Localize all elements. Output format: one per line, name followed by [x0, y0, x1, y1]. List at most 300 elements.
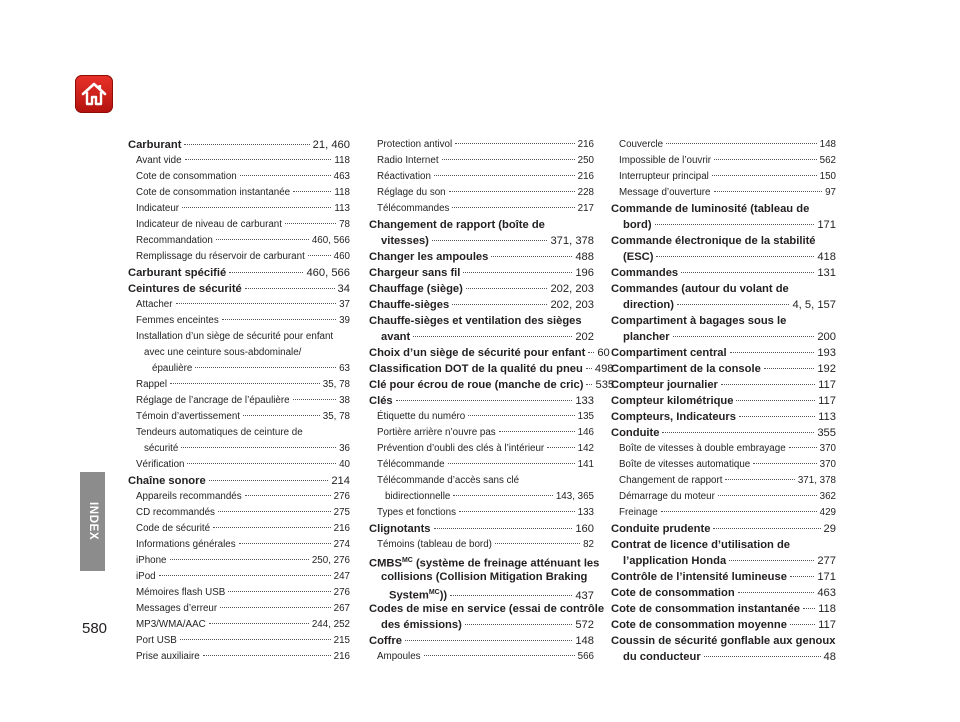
page-reference: 133: [575, 395, 594, 407]
page-reference: 535: [595, 379, 615, 391]
page-number: 580: [82, 620, 108, 637]
index-term: Commande de luminosité (tableau de: [611, 203, 810, 215]
page-reference: 133: [577, 507, 594, 518]
page-reference: 216: [577, 171, 594, 182]
page-reference: 40: [339, 459, 350, 470]
index-term: Contrôle de l’intensité lumineuse: [611, 571, 787, 583]
index-entry[interactable]: [128, 473, 350, 489]
page-reference: 143, 365: [555, 491, 594, 502]
index-term-line: [611, 313, 836, 329]
index-entry[interactable]: [128, 441, 350, 457]
index-entry[interactable]: [611, 185, 836, 201]
index-entry[interactable]: [128, 569, 350, 585]
dot-leader: [180, 639, 331, 640]
index-entry[interactable]: [611, 345, 836, 361]
index-term: Messages d’erreur: [136, 603, 218, 614]
dot-leader: [203, 655, 331, 656]
index-entry[interactable]: [128, 249, 350, 265]
index-entry[interactable]: [128, 313, 350, 329]
index-term-line: [128, 329, 350, 345]
dot-leader: [216, 239, 309, 240]
index-entry[interactable]: [369, 297, 594, 313]
page-reference: 215: [333, 635, 350, 646]
page-reference: 82: [583, 539, 594, 550]
index-entry[interactable]: [611, 585, 836, 601]
dot-leader: [588, 352, 594, 353]
index-term: Tendeurs automatiques de ceinture de: [136, 427, 303, 438]
index-term: Attacher: [136, 299, 173, 310]
page-reference: 267: [333, 603, 350, 614]
index-term: avec une ceinture sous-abdominale/: [144, 347, 302, 358]
page-reference: 277: [817, 555, 836, 567]
index-entry[interactable]: [611, 409, 836, 425]
dot-leader: [170, 383, 320, 384]
index-term: épaulière: [152, 363, 193, 374]
page-reference: 370: [819, 443, 836, 454]
index-entry[interactable]: [369, 457, 594, 473]
dot-leader: [308, 255, 331, 256]
index-term: Changer les ampoules: [369, 251, 489, 263]
index-term: iPhone: [136, 555, 167, 566]
index-entry[interactable]: [369, 361, 614, 377]
index-entry[interactable]: [128, 601, 350, 617]
index-entry[interactable]: [128, 153, 350, 169]
dot-leader: [434, 175, 575, 176]
dot-leader: [176, 303, 337, 304]
dot-leader: [213, 527, 331, 528]
page-reference: 36: [339, 443, 350, 454]
dot-leader: [209, 480, 329, 481]
dot-leader: [465, 624, 572, 625]
index-term: Changement de rapport: [619, 475, 723, 486]
page-reference: 60: [597, 347, 610, 359]
index-term: Prévention d’oubli des clés à l’intérieur: [377, 443, 545, 454]
page-reference: 148: [575, 635, 594, 647]
index-entry[interactable]: [369, 377, 615, 393]
page-reference: 118: [334, 187, 350, 198]
page-reference: 250, 276: [311, 555, 350, 566]
index-entry[interactable]: [128, 457, 350, 473]
index-entry[interactable]: [369, 489, 594, 505]
dot-leader: [448, 463, 575, 464]
index-entry[interactable]: [369, 393, 594, 409]
page-reference: 370: [819, 459, 836, 470]
page-reference: 4, 5, 157: [792, 299, 836, 311]
index-term: Choix d’un siège de sécurité pour enfant: [369, 347, 586, 359]
index-term: Impossible de l’ouvrir: [619, 155, 712, 166]
dot-leader: [764, 368, 815, 369]
page-reference: 160: [575, 523, 594, 535]
index-term: plancher: [623, 331, 670, 343]
dot-leader: [243, 415, 320, 416]
index-term: Recommandation: [136, 235, 213, 246]
index-term: Contrat de licence d’utilisation de: [611, 539, 791, 551]
index-term: Installation d’un siège de sécurité pour enfant: [136, 331, 334, 342]
index-term: Télécommande d’accès sans clé: [377, 475, 520, 486]
index-term: Carburant spécifié: [128, 267, 227, 279]
index-term: Cote de consommation instantanée: [136, 187, 291, 198]
page-reference: 463: [333, 171, 350, 182]
index-term: Clé pour écrou de roue (manche de cric): [369, 379, 584, 391]
index-term: Prise auxiliaire: [136, 651, 200, 662]
index-entry[interactable]: [611, 217, 836, 233]
index-term: Chauffe-sièges et ventilation des sièges: [369, 315, 582, 327]
index-entry[interactable]: [369, 537, 594, 553]
page-reference: 244, 252: [311, 619, 350, 630]
page-reference: 117: [818, 619, 836, 631]
dot-leader: [185, 159, 332, 160]
index-term: Protection antivol: [377, 139, 453, 150]
index-term: Compteurs, Indicateurs: [611, 411, 736, 423]
index-entry[interactable]: [128, 185, 350, 201]
page-reference: 276: [333, 587, 350, 598]
index-term: Témoins (tableau de bord): [377, 539, 492, 550]
dot-leader: [655, 224, 815, 225]
dot-leader: [240, 175, 331, 176]
index-term: Ampoules: [377, 651, 421, 662]
dot-leader: [228, 591, 330, 592]
trademark-superscript: MC: [428, 589, 440, 596]
index-term: Conduite: [611, 427, 660, 439]
index-entry[interactable]: [369, 441, 594, 457]
index-term: Coffre: [369, 635, 402, 647]
index-entry[interactable]: [369, 201, 594, 217]
index-term: Avant vide: [136, 155, 182, 166]
dot-leader: [159, 575, 331, 576]
index-entry[interactable]: [611, 249, 836, 265]
index-entry[interactable]: [369, 649, 594, 665]
index-entry[interactable]: [369, 633, 594, 649]
index-entry[interactable]: [611, 425, 836, 441]
index-entry[interactable]: [611, 265, 836, 281]
page-reference: 202, 203: [550, 283, 594, 295]
index-entry[interactable]: [128, 361, 350, 377]
index-entry[interactable]: [128, 585, 350, 601]
page-reference: 118: [334, 155, 350, 166]
dot-leader: [468, 415, 574, 416]
index-term: Cote de consommation moyenne: [611, 619, 787, 631]
dot-leader: [293, 191, 331, 192]
index-entry[interactable]: [611, 393, 836, 409]
page-reference: 418: [817, 251, 836, 263]
index-side-tab[interactable]: [80, 472, 105, 571]
page-reference: 34: [337, 283, 350, 295]
dot-leader: [239, 543, 331, 544]
page-reference: 460: [333, 251, 350, 262]
page-reference: 118: [818, 603, 836, 615]
index-entry[interactable]: [611, 569, 836, 585]
house-icon: [80, 80, 108, 108]
index-term: Compartiment central: [611, 347, 727, 359]
index-term-rest: (système de freinage atténuant les: [412, 557, 600, 570]
dot-leader: [495, 543, 580, 544]
index-term: Témoin d’avertissement: [136, 411, 240, 422]
dot-leader: [432, 240, 548, 241]
index-term: Portière arrière n’ouvre pas: [377, 427, 496, 438]
dot-leader: [449, 191, 575, 192]
index-entry[interactable]: [611, 169, 836, 185]
index-term: Changement de rapport (boîte de: [369, 219, 545, 231]
dot-leader: [547, 447, 574, 448]
index-entry[interactable]: [369, 249, 594, 265]
page-reference: 192: [817, 363, 836, 375]
index-entry[interactable]: [128, 489, 350, 505]
page-reference: 437: [575, 589, 594, 602]
index-term: Indicateur: [136, 203, 180, 214]
index-entry[interactable]: [611, 329, 836, 345]
index-entry[interactable]: [128, 553, 350, 569]
page-reference: 131: [817, 267, 836, 279]
index-entry[interactable]: [128, 169, 350, 185]
index-term: Freinage: [619, 507, 658, 518]
index-term-line: [611, 537, 836, 553]
index-entry[interactable]: [611, 473, 836, 489]
dot-leader: [712, 175, 817, 176]
index-term: Types et fonctions: [377, 507, 456, 518]
index-term: Compartiment à bagages sous le: [611, 315, 787, 327]
index-term: Chaîne sonore: [128, 475, 206, 487]
index-entry[interactable]: [611, 137, 836, 153]
index-entry[interactable]: [369, 521, 594, 537]
dot-leader: [681, 272, 814, 273]
page-reference: 171: [817, 219, 836, 231]
page-reference: 216: [333, 523, 350, 534]
home-icon[interactable]: [75, 75, 113, 113]
page-reference: 216: [333, 651, 350, 662]
index-entry[interactable]: [369, 169, 594, 185]
dot-leader: [195, 367, 336, 368]
index-entry[interactable]: [128, 617, 350, 633]
index-term: Code de sécurité: [136, 523, 211, 534]
dot-leader: [184, 144, 309, 145]
page-reference: 202, 203: [550, 299, 594, 311]
index-entry[interactable]: [611, 377, 836, 393]
index-entry[interactable]: [611, 617, 836, 633]
page-reference: 566: [577, 651, 594, 662]
index-entry[interactable]: [369, 281, 594, 297]
page-reference: 202: [575, 331, 594, 343]
index-term-line: [611, 233, 836, 249]
index-entry[interactable]: [128, 265, 350, 281]
page-reference: 142: [577, 443, 594, 454]
dot-leader: [714, 191, 823, 192]
page-reference: 150: [819, 171, 836, 182]
page-reference: 217: [577, 203, 594, 214]
index-term: Informations générales: [136, 539, 236, 550]
index-column-2: [369, 137, 615, 665]
dot-leader: [729, 560, 814, 561]
dot-leader: [739, 416, 815, 417]
dot-leader: [245, 495, 331, 496]
index-entry[interactable]: [369, 233, 594, 249]
index-term: Réactivation: [377, 171, 431, 182]
dot-leader: [704, 656, 821, 657]
index-term: Message d’ouverture: [619, 187, 711, 198]
index-term: Boîte de vitesses à double embrayage: [619, 443, 786, 454]
dot-leader: [452, 207, 574, 208]
index-entry[interactable]: [611, 441, 836, 457]
index-entry[interactable]: [128, 521, 350, 537]
index-term: Compartiment de la console: [611, 363, 761, 375]
page-reference: 113: [334, 203, 350, 214]
index-entry[interactable]: [128, 281, 350, 297]
index-entry[interactable]: [611, 489, 836, 505]
index-term: MP3/WMA/AAC: [136, 619, 206, 630]
index-entry[interactable]: [369, 617, 594, 633]
index-entry[interactable]: [128, 297, 350, 313]
dot-leader: [182, 207, 331, 208]
index-entry[interactable]: [128, 633, 350, 649]
index-entry[interactable]: [128, 649, 350, 665]
index-entry[interactable]: [128, 201, 350, 217]
dot-leader: [218, 511, 331, 512]
dot-leader: [491, 256, 572, 257]
page-reference: 274: [333, 539, 350, 550]
index-entry[interactable]: [128, 393, 350, 409]
dot-leader: [450, 595, 572, 596]
index-term-line: [369, 473, 594, 489]
index-term-line: [369, 569, 594, 585]
dot-leader: [181, 447, 336, 448]
index-entry[interactable]: [611, 649, 836, 665]
page-reference: 228: [577, 187, 594, 198]
dot-leader: [293, 399, 337, 400]
index-term: Boîte de vitesses automatique: [619, 459, 751, 470]
index-term: Compteur kilométrique: [611, 395, 734, 407]
dot-leader: [718, 495, 817, 496]
index-term: Indicateur de niveau de carburant: [136, 219, 282, 230]
page-reference: 117: [818, 395, 836, 407]
index-term: bidirectionnelle: [385, 491, 451, 502]
index-entry[interactable]: [369, 153, 594, 169]
index-term: Chauffage (siège): [369, 283, 463, 295]
index-term: Conduite prudente: [611, 523, 711, 535]
dot-leader: [413, 336, 572, 337]
index-term-line: [611, 201, 836, 217]
dot-leader: [586, 368, 592, 369]
page-reference: 214: [331, 475, 350, 487]
page-reference: 97: [825, 187, 836, 198]
index-entry[interactable]: [369, 425, 594, 441]
index-entry[interactable]: [611, 553, 836, 569]
index-term: Chargeur sans fil: [369, 267, 461, 279]
index-term: Commandes: [611, 267, 679, 279]
index-entry[interactable]: [369, 329, 594, 345]
page-reference: 250: [577, 155, 594, 166]
page-reference: 35, 78: [322, 411, 350, 422]
page-reference: 276: [333, 491, 350, 502]
index-term: Rappel: [136, 379, 168, 390]
index-term-line: [369, 217, 594, 233]
index-entry[interactable]: [369, 409, 594, 425]
index-term: Ceintures de sécurité: [128, 283, 242, 295]
index-term: Compteur journalier: [611, 379, 718, 391]
dot-leader: [662, 432, 814, 433]
dot-leader: [666, 143, 817, 144]
dot-leader: [738, 592, 815, 593]
dot-leader: [714, 159, 817, 160]
dot-leader: [405, 640, 572, 641]
dot-leader: [209, 623, 309, 624]
page-reference: 48: [823, 651, 836, 663]
dot-leader: [803, 608, 815, 609]
dot-leader: [713, 528, 820, 529]
dot-leader: [222, 319, 336, 320]
index-entry[interactable]: [611, 505, 836, 521]
index-entry[interactable]: [128, 137, 350, 153]
index-term: Port USB: [136, 635, 177, 646]
page-reference: 362: [819, 491, 836, 502]
dot-leader: [220, 607, 331, 608]
index-entry[interactable]: [611, 521, 836, 537]
page-reference: 38: [339, 395, 350, 406]
index-entry[interactable]: [128, 505, 350, 521]
index-term: Commandes (autour du volant de: [611, 283, 789, 295]
page-reference: 78: [339, 219, 350, 230]
index-term: CMBS: [369, 557, 402, 570]
page-reference: 21, 460: [312, 139, 350, 151]
page-reference: 171: [817, 571, 836, 583]
page-reference: 460, 566: [311, 235, 350, 246]
page-reference: 275: [333, 507, 350, 518]
index-term: Mémoires flash USB: [136, 587, 226, 598]
page-reference: 193: [817, 347, 836, 359]
dot-leader: [725, 479, 794, 480]
index-term-line: [611, 281, 836, 297]
page-reference: 37: [339, 299, 350, 310]
index-entry[interactable]: [128, 537, 350, 553]
index-entry[interactable]: [611, 457, 836, 473]
index-term-line: [128, 425, 350, 441]
index-term: bord): [623, 219, 652, 231]
dot-leader: [753, 463, 816, 464]
index-entry[interactable]: [369, 185, 594, 201]
page-reference: 429: [819, 507, 836, 518]
index-entry[interactable]: [128, 409, 350, 425]
page-reference: 216: [577, 139, 594, 150]
index-entry[interactable]: [369, 137, 594, 153]
index-entry[interactable]: [128, 377, 350, 393]
index-term: Cote de consommation instantanée: [611, 603, 800, 615]
page-reference: 146: [577, 427, 594, 438]
page-reference: 196: [575, 267, 594, 279]
index-term: collisions (Collision Mitigation Braking: [381, 571, 588, 583]
index-entry[interactable]: [369, 345, 610, 361]
index-term: Codes de mise en service (essai de contrôle: [369, 603, 605, 615]
dot-leader: [434, 528, 573, 529]
dot-leader: [187, 463, 336, 464]
page-reference: 498: [594, 363, 614, 375]
page-reference: 148: [819, 139, 836, 150]
index-entry[interactable]: [611, 297, 836, 313]
index-entry[interactable]: [128, 233, 350, 249]
index-entry[interactable]: [611, 153, 836, 169]
index-entry[interactable]: [369, 585, 594, 601]
index-column-3: [611, 137, 836, 665]
index-entry[interactable]: [128, 217, 350, 233]
index-term: avant: [381, 331, 411, 343]
index-entry[interactable]: [369, 265, 594, 281]
index-entry[interactable]: [369, 505, 594, 521]
dot-leader: [789, 447, 817, 448]
index-term-line: [128, 345, 350, 361]
index-term: System$^{MC}$)): [389, 589, 448, 602]
index-entry[interactable]: [611, 361, 836, 377]
dot-leader: [466, 288, 548, 289]
index-tab-label: INDEX: [87, 502, 99, 541]
index-term: Couvercle: [619, 139, 664, 150]
index-entry[interactable]: [611, 601, 836, 617]
